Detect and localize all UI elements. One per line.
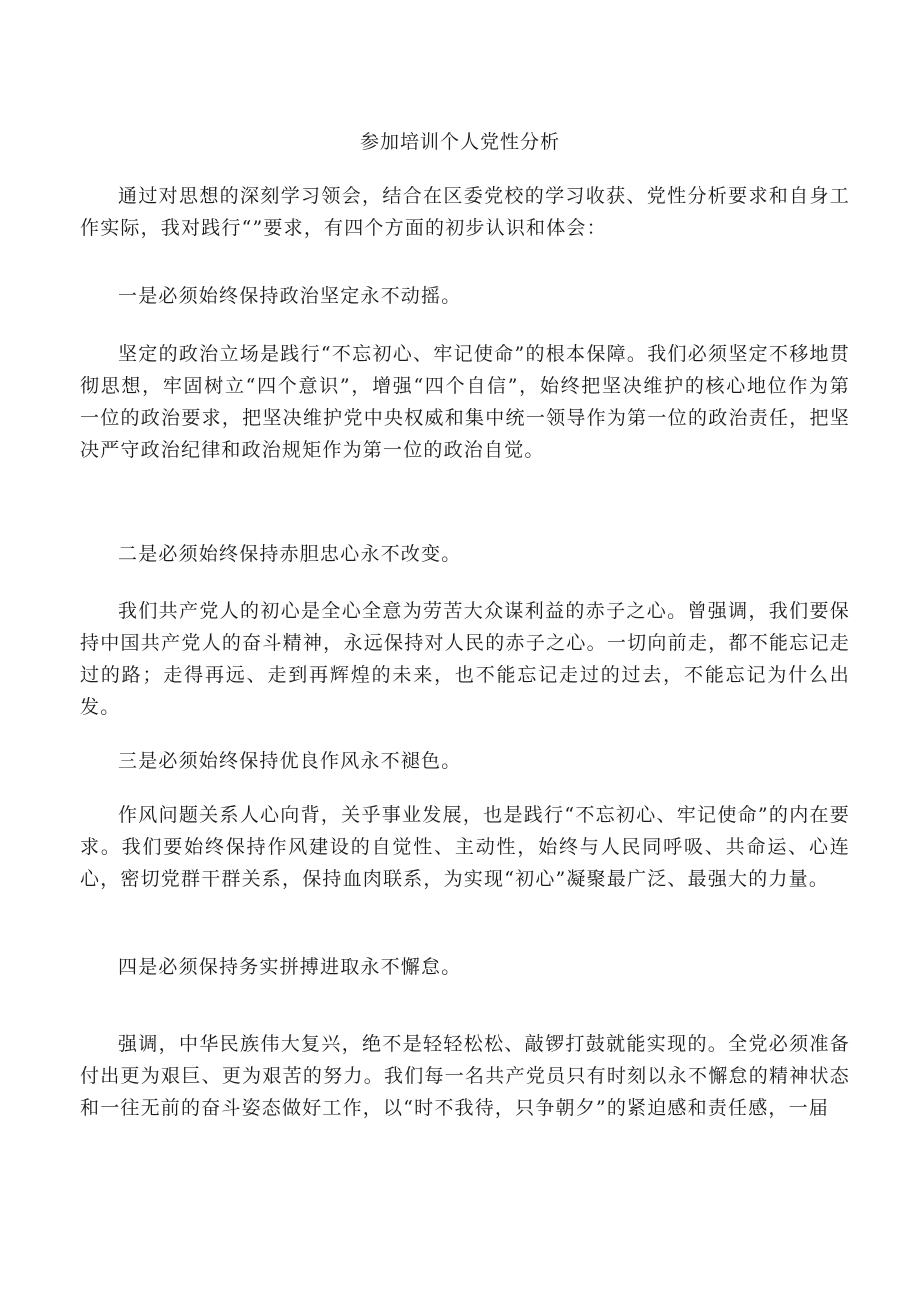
section-heading-1: 一是必须始终保持政治坚定永不动摇。 <box>118 285 462 307</box>
paragraph-section-2: 我们共产党人的初心是全心全意为劳苦大众谋利益的赤子之心。曾强调，我们要保持中国共产党人的奋斗精神，永远保持对人民的赤子之心。一切向前走，都不能忘记走过的路；走得再远、走到再辉煌的未来，也不能忘记走过的过去，不能忘记为什么出发。 <box>80 600 850 718</box>
paragraph-section-4: 强调，中华民族伟大复兴，绝不是轻轻松松、敲锣打鼓就能实现的。全党必须准备付出更为艰巨、更为艰苦的努力。我们每一名共产党员只有时刻以永不懈怠的精神状态和一往无前的奋斗姿态做好工作，以“时不我待，只争朝夕”的紧迫感和责任感，一届 <box>80 1033 850 1119</box>
paragraph-intro: 通过对思想的深刻学习领会，结合在区委党校的学习收获、党性分析要求和自身工作实际，我对践行“”要求，有四个方面的初步认识和体会： <box>80 185 850 239</box>
document-title: 参加培训个人党性分析 <box>359 131 560 153</box>
paragraph-section-3: 作风问题关系人心向背，关乎事业发展，也是践行“不忘初心、牢记使命”的内在要求。我们要始终保持作风建设的自觉性、主动性，始终与人民同呼吸、共命运、心连心，密切党群干群关系，保持血肉联系，为实现“初心”凝聚最广泛、最强大的力量。 <box>80 804 850 890</box>
section-heading-3: 三是必须始终保持优良作风永不褪色。 <box>118 750 462 772</box>
section-heading-4: 四是必须保持务实拼搏进取永不懈怠。 <box>118 956 462 978</box>
section-heading-2: 二是必须始终保持赤胆忠心永不改变。 <box>118 543 462 565</box>
paragraph-section-1: 坚定的政治立场是践行“不忘初心、牢记使命”的根本保障。我们必须坚定不移地贯彻思想，牢固树立“四个意识”，增强“四个自信”，始终把坚决维护的核心地位作为第一位的政治要求，把坚决维护党中央权威和集中统一领导作为第一位的政治责任，把坚决严守政治纪律和政治规矩作为第一位的政治自觉。 <box>80 343 850 461</box>
